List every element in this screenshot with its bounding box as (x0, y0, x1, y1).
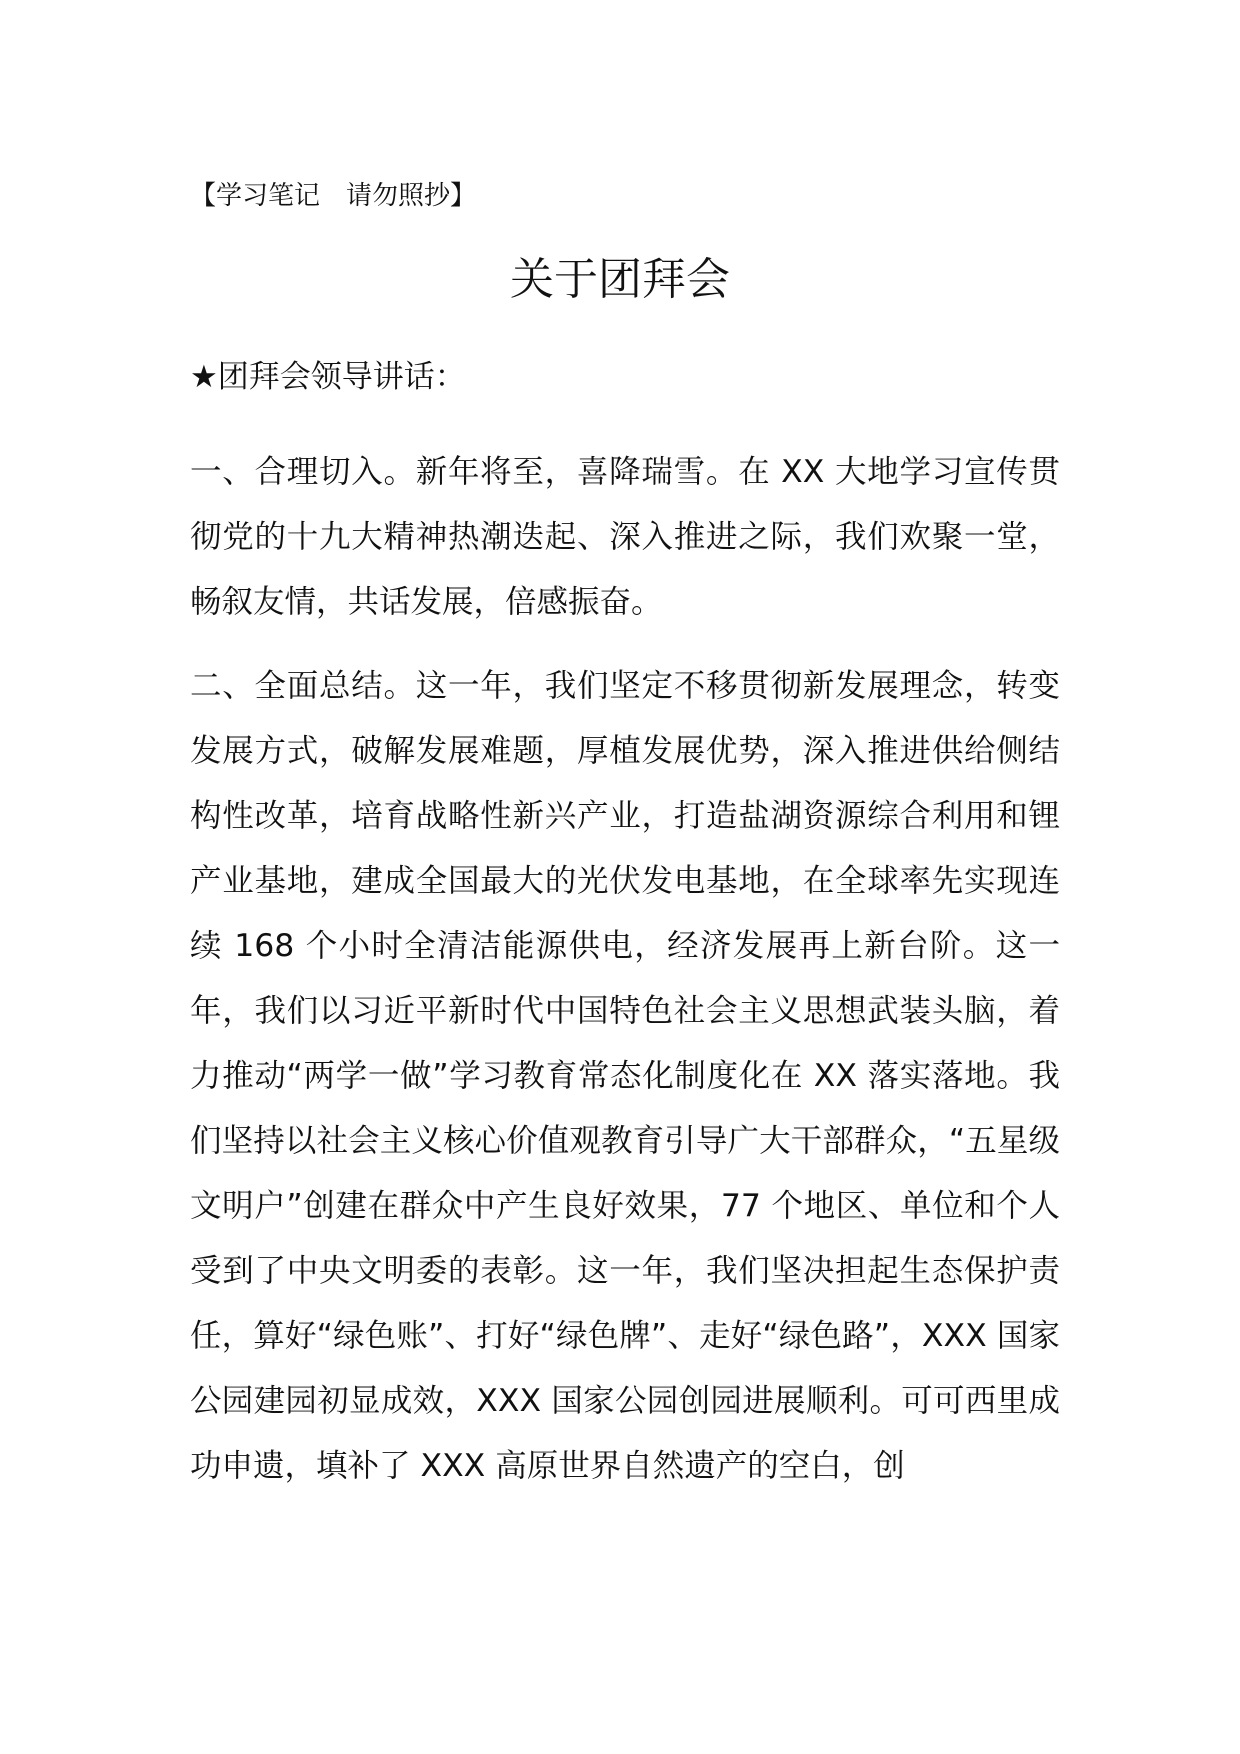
paragraph-opening: 一、合理切入。新年将至，喜降瑞雪。在 XX 大地学习宣传贯彻党的十九大精神热潮迭起、深入推进之际，我们欢聚一堂，畅叙友情，共话发展，倍感振奋。 (190, 454, 1060, 620)
document-title: 关于团拜会 (510, 254, 730, 305)
section-heading: ★团拜会领导讲话： (190, 359, 466, 395)
study-note-label: 【学习笔记 请勿照抄】 (190, 181, 477, 211)
paragraph-summary: 二、全面总结。这一年，我们坚定不移贯彻新发展理念，转变发展方式，破解发展难题，厚植发展优势，深入推进供给侧结构性改革，培育战略性新兴产业，打造盐湖资源综合利用和锂产业基地，建成全国最大的光伏发电基地，在全球率先实现连续 168 个小时全清洁能源供电，经济发展再上新台阶。这一年，我们以习近平新时代中国特色社会主义思想武装头脑，着力推动“两学一做”学习教育常态化制度化在 XX 落实落地。我们坚持以社会主义核心价值观教育引导广大干部群众，“五星级文明户”创建在群众中产生良好效果，77 个地区、单位和个人受到了中央文明委的表彰。这一年，我们坚决担起生态保护责任，算好“绿色账”、打好“绿色牌”、走好“绿色路”，XXX 国家公园建园初显成效，XXX 国家公园创园进展顺利。可可西里成功申遗，填补了 XXX 高原世界自然遗产的空白，创 (190, 668, 1060, 1484)
